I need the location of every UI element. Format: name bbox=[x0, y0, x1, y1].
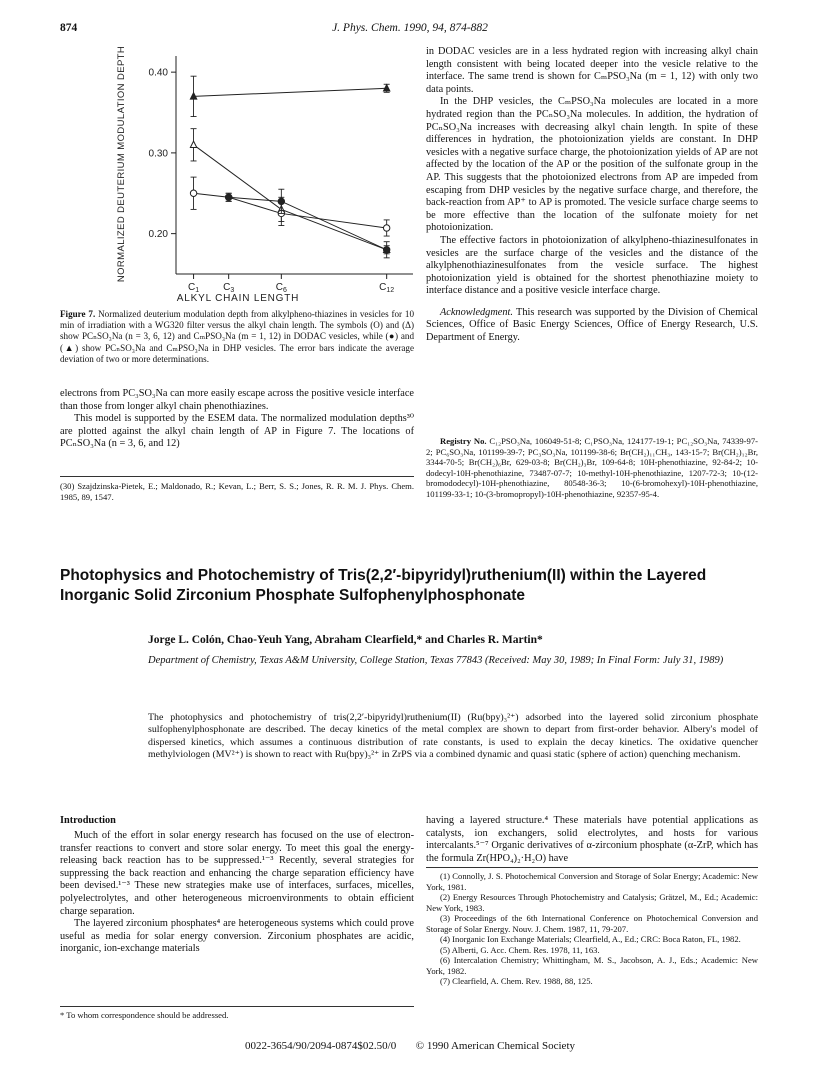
footer-copyright: © 1990 American Chemical Society bbox=[415, 1040, 575, 1052]
y-tick-label: 0.30 bbox=[148, 148, 168, 160]
reference-item: (4) Inorganic Ion Exchange Materials; Clearfield, A., Ed.; CRC: Boca Raton, FL, 1982. bbox=[440, 934, 741, 944]
left-paragraph: electrons from PC₃SO₃Na can more easily escape across the positive vesicle interface than those from longer alkyl chain phenothiazines. bbox=[60, 388, 414, 412]
series-line bbox=[229, 197, 387, 249]
page-footer bbox=[0, 1040, 820, 1052]
reference-item: (6) Intercalation Chemistry; Whittingham, M. S., Jacobson, A. J., Eds.; Academic: New York, 1982. bbox=[426, 955, 758, 976]
y-ticks bbox=[149, 68, 176, 240]
figure-7-chart bbox=[58, 46, 418, 306]
y-tick-label: 0.20 bbox=[148, 229, 168, 241]
footnote-30: (30) Szajdzinska-Pietek, E.; Maldonado, R.; Kevan, L.; Berr, S. S.; Jones, R. R. M. J. Phys. Chem. 1985, 89, 1547. bbox=[60, 481, 414, 502]
reference-item: (2) Energy Resources Through Photochemistry and Catalysis; Grätzel, M., Ed.; Academic: New York, 1983. bbox=[426, 892, 758, 913]
y-tick-label: 0.40 bbox=[148, 67, 168, 79]
intro-paragraph: Much of the effort in solar energy research has focused on the use of electron-transfer reactions to convert and store solar energy. To meet this goal the energy-releasing back reaction has to be suppressed.¹⁻³ Recently, several strategies for suppressing the back reaction and enhancing the charge separation efficiency have been devised.¹⁻³ These new strategies make use of interfaces, surfaces, micelles, polyelectrolytes, and other heterogeneous microenvironments to obtain efficient charge separation. bbox=[60, 830, 414, 917]
series-line bbox=[194, 193, 387, 228]
acknowledgment bbox=[426, 307, 758, 345]
left-paragraph: This model is supported by the ESEM data. The normalized modulation depths³⁰ are plotted against the alkyl chain length of AP in Figure 7. The locations of PCₙSO₃Na (n = 3, 6, and 12) bbox=[60, 413, 414, 450]
footer-code: 0022-3654/90/2094-0874$02.50/0 bbox=[244, 1040, 397, 1052]
figure-caption bbox=[60, 309, 414, 365]
intro-paragraph: The layered zirconium phosphates⁴ are heterogeneous systems which could prove useful as media for solar energy conversion. Zirconium phosphates are acidic, inorganic, ion-exchange materials bbox=[60, 918, 414, 955]
right-paragraph: in DODAC vesicles are in a less hydrated region with increasing alkyl chain length consistent with being located deeper into the vesicle relative to the interface. The same trend is shown for CₘPSO₃Na (m = 1, 12) with only two data points. bbox=[426, 46, 758, 95]
data-point bbox=[383, 85, 389, 91]
x-ticks bbox=[188, 274, 394, 294]
acknowledgment-heading: Acknowledgment. bbox=[440, 306, 513, 318]
intro-right: having a layered structure.⁴ These materials have potential applications as catalysts, ion exchangers, solid electrolytes, and hosts for various intercalants.⁵⁻⁷ Organic derivatives of α-zirconium phosphate (α-ZrP, which has the formula Zr(HPO₄)₂·H₂O) have bbox=[426, 815, 758, 864]
reference-item: (1) Connolly, J. S. Photochemical Conversion and Storage of Solar Energy; Academic: New York, 1981. bbox=[426, 871, 758, 892]
journal-citation: J. Phys. Chem. 1990, 94, 874-882 bbox=[332, 22, 488, 34]
article-title: Photophysics and Photochemistry of Tris(2,2′-bipyridyl)ruthenium(II) within the Layered Inorganic Solid Zirconium Phosphate Sulfophenylphosphonate bbox=[60, 567, 707, 604]
data-series bbox=[190, 129, 390, 258]
series-line bbox=[194, 88, 387, 96]
data-point bbox=[190, 141, 196, 147]
correspondence-note: * To whom correspondence should be addressed. bbox=[60, 1010, 229, 1020]
reference-item: (5) Alberti, G. Acc. Chem. Res. 1978, 11, 163. bbox=[440, 944, 600, 955]
article-affiliation: Department of Chemistry, Texas A&M University, College Station, Texas 77843 (Received: May 30, 1989; In Final Form: July 31, 1989) bbox=[148, 655, 724, 666]
references-rule bbox=[426, 867, 758, 868]
x-tick-label: $C_6$ bbox=[275, 282, 287, 294]
right-column bbox=[426, 46, 758, 345]
references-list bbox=[426, 871, 758, 987]
data-series bbox=[190, 76, 390, 116]
intro-left bbox=[60, 830, 414, 956]
data-series bbox=[190, 177, 390, 236]
data-point bbox=[383, 247, 389, 253]
reference-item: (7) Clearfield, A. Chem. Rev. 1988, 88, 125. bbox=[440, 976, 593, 986]
right-paragraph: In the DHP vesicles, the CₘPSO₃Na molecules are located in a more hydrated region than the PCₙSO₃Na molecules. In addition, the hydration of PCₙSO₃Na increases with decreasing alkyl chain length. In spite of these differences in hydration, the photoionization yields are constant. In DHP vesicles with a negative surface charge, the photoionization yields of AP are not affected by the location of the AP or the position of the sulfonate group in the AP. This suggests that the photoionized electrons from AP are impeded from escaping from DHP vesicles by the negative surface charge, and therefore, the back-reaction from AP⁺ to AP is promoted. The vesicle surface charge seems to be more effective than the location of the sulfonate moiety for net photoionization. bbox=[426, 96, 758, 234]
article-authors: Jorge L. Colón, Chao-Yeuh Yang, Abraham Clearfield,* and Charles R. Martin* bbox=[148, 634, 543, 646]
page-number: 874 bbox=[60, 22, 78, 34]
x-tick-label: $C_3$ bbox=[223, 282, 235, 294]
registry-text: C₁₂PSO₃Na, 106049-51-8; C₁PSO₃Na, 124177-19-1; PC₁₂SO₃Na, 74339-97-2; PC₆SO₃Na, 101199-39-7; PC₃SO₃Na, 101199-38-6; Br(CH₂)₁₁CH₃, 143-15-7; Br(CH₂)₁₂Br, 3344-70-5; Br(CH₂)₆Br, 629-03-8; Br(CH₂)₃Br, 109-64-8; 10H-phenothiazine, 92-84-2; 10-dodecyl-10H-phenothiazine, 73487-07-7; 10-methyl-10H-phenothiazine, 1207-72-3; 10-(12-bromododecyl)-10H-phenothiazine, 80548-36-3; 10-(6-bromohexyl)-10H-phenothiazine, 101199-33-1; 10-(3-bromopropyl)-10H-phenothiazine, 92357-95-4. bbox=[426, 436, 758, 499]
series-line bbox=[194, 145, 387, 250]
article-abstract: The photophysics and photochemistry of tris(2,2′-bipyridyl)ruthenium(II) (Ru(bpy)₃²⁺) adsorbed into the layered solid zirconium phosphate sulfophenylphosphonate are described. The decay kinetics of the metal complex are shown to depart from first-order behavior. Albery's model of dispersed kinetics, which assumes a continuous distribution of rate constants, is used to explain the decay kinetics. The oxidative quencher methylviologen (MV²⁺) is shown to react with Ru(bpy)₃²⁺ in ZrPS via a combined dynamic and quasi static (sphere of action) quenching mechanism. bbox=[148, 712, 758, 761]
x-axis-label: ALKYL CHAIN LENGTH bbox=[176, 293, 300, 304]
left-column bbox=[60, 388, 414, 451]
data-point bbox=[190, 190, 196, 196]
reference-item: (3) Proceedings of the 6th International Conference on Photochemical Conversion and Storage of Solar Energy. Nouv. J. Chem. 1987, 11, 79-207. bbox=[426, 913, 758, 934]
acknowledgment-text: This research was supported by the Division of Chemical Sciences, Office of Basic Energy Sciences, Office of Energy Research, U.S. Department of Energy. bbox=[426, 306, 758, 344]
y-axis-label: NORMALIZED DEUTERIUM MODULATION DEPTH bbox=[116, 46, 127, 283]
x-tick-label: $C_1$ bbox=[187, 282, 200, 294]
data-series bbox=[225, 189, 389, 254]
data-point bbox=[278, 198, 284, 204]
figure-caption-label: Figure 7. bbox=[60, 309, 96, 319]
intro-heading: Introduction bbox=[60, 815, 116, 826]
plot-series bbox=[190, 76, 390, 258]
correspondence-rule bbox=[60, 1006, 414, 1007]
registry-heading: Registry No. bbox=[440, 436, 487, 446]
data-point bbox=[225, 194, 231, 200]
figure-caption-text: Normalized deuterium modulation depth from alkylpheno-thiazines in vesicles for 10 min of irradiation with a WG320 filter versus the alkyl chain length. The symbols (O) and (Δ) show PCₙSO₃Na (n = 3, 6, 12) and CₘPSO₃Na (m = 1, 12) in DODAC vesicles, while (●) and (▲) show PCₙSO₃Na and CₘPSO₃Na in DHP vesicles. The error bars indicate the average deviation of two or more determinations. bbox=[60, 309, 414, 364]
registry-numbers bbox=[426, 436, 758, 499]
footnote-rule bbox=[60, 476, 414, 477]
x-tick-label: $C_{12}$ bbox=[379, 282, 395, 294]
right-paragraph: The effective factors in photoionization of alkylpheno-thiazinesulfonates in vesicles are the surface charge of the vesicles and the distance of the alkylphenothiazinesulfonates from the vesicle surface. The highest photoionization yield is obtained for the shortest phenothiazine moiety to interface distance and a positive vesicle interface charge. bbox=[426, 234, 758, 297]
data-point bbox=[383, 225, 389, 231]
